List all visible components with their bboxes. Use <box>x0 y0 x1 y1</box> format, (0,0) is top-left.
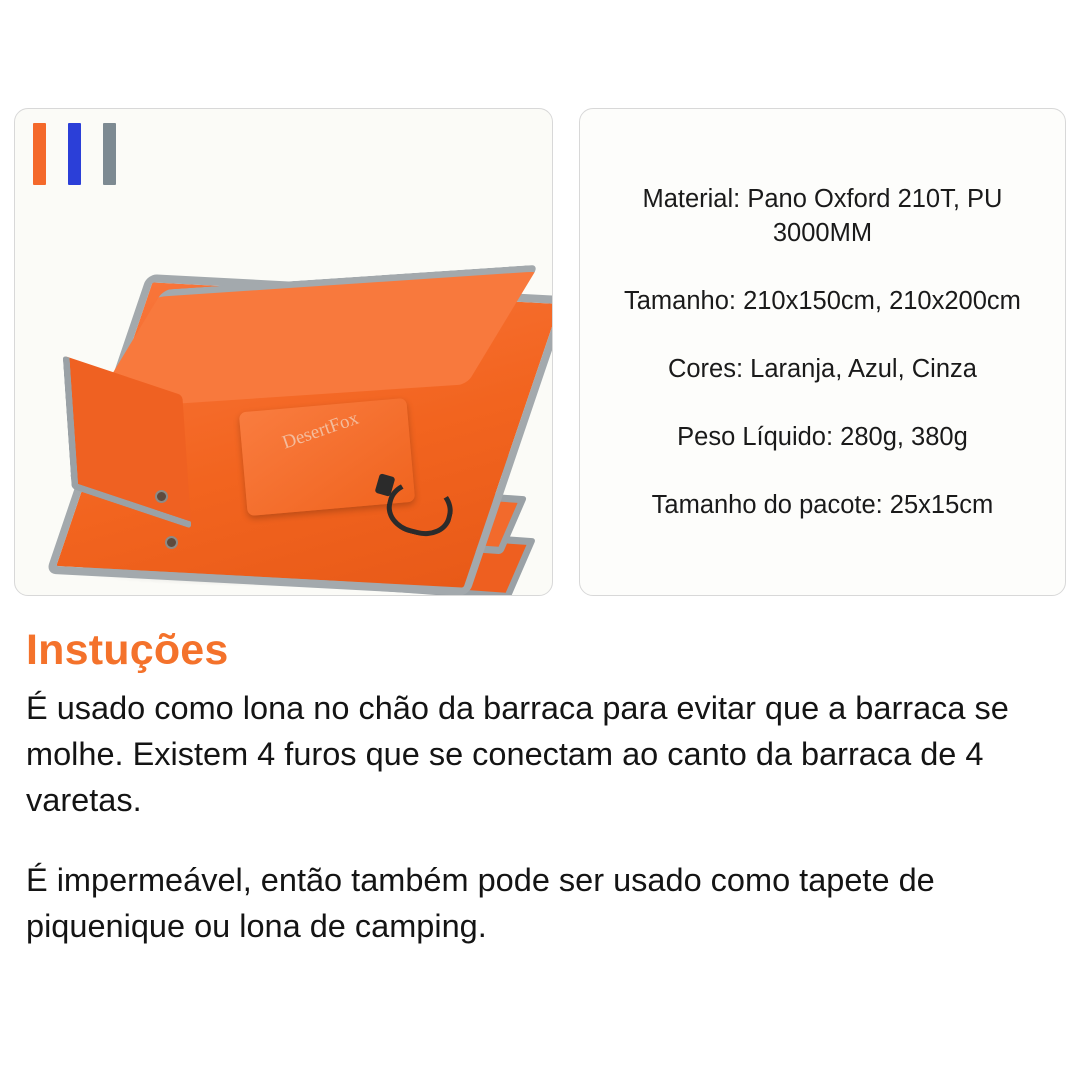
instructions-title: Instuções <box>26 626 229 674</box>
spec-colors: Cores: Laranja, Azul, Cinza <box>667 355 977 383</box>
instructions-paragraph-1: É usado como lona no chão da barraca para evitar que a barraca se molhe. Existem 4 furos que se conectam ao canto da barraca de 4 varetas. <box>26 690 1009 818</box>
swatch-gray-icon <box>103 123 116 185</box>
swatch-orange-icon <box>33 123 46 185</box>
spec-net-weight: Peso Líquido: 280g, 380g <box>677 423 968 451</box>
pouch-logo-text: DesertFox <box>279 407 362 454</box>
specifications-card <box>579 108 1066 596</box>
product-photo-card <box>14 108 553 596</box>
grommet-icon <box>165 536 178 549</box>
spec-package-size: Tamanho do pacote: 25x15cm <box>651 491 994 519</box>
grommet-icon <box>155 490 168 503</box>
color-swatches <box>33 123 116 185</box>
instructions-section <box>0 596 1080 949</box>
spec-material: Material: Pano Oxford 210T, PU 3000MM <box>642 185 1003 247</box>
swatch-blue-icon <box>68 123 81 185</box>
spec-size: Tamanho: 210x150cm, 210x200cm <box>624 287 1021 315</box>
instructions-paragraph-2: É impermeável, então também pode ser usado como tapete de piquenique ou lona de camping. <box>26 862 935 944</box>
